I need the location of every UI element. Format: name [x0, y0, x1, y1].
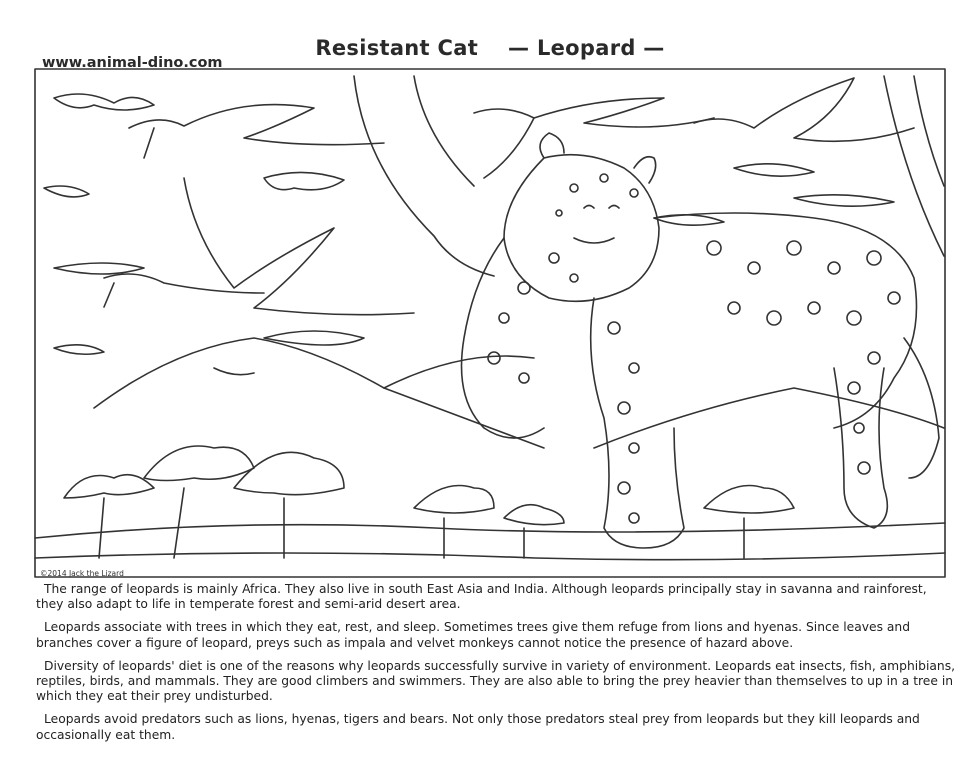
website-url: www.animal-dino.com	[42, 55, 223, 71]
title-sub: — Leopard —	[508, 36, 665, 60]
ground	[35, 523, 945, 560]
description-text	[36, 582, 956, 751]
title-main: Resistant Cat	[315, 36, 479, 60]
paragraph-range: The range of leopards is mainly Africa. They also live in south East Asia and India. Although leopards principally stay in savanna and rainforest, they also adapt to life in temperate forest and semi-arid desert area.	[36, 582, 927, 612]
copyright-notice: ©2014 Jack the Lizard	[40, 569, 124, 578]
paragraph-diet: Diversity of leopards' diet is one of the reasons why leopards successfully survive in variety of environment. Leopards eat insects, fish, amphibians, reptiles, birds, and mammals. They are good climbers and swimmers. They are also able to bring the prey heavier than themselves to up in a tree in which they eat their prey undisturbed.	[36, 658, 956, 704]
flamingos	[104, 78, 914, 315]
illustration-frame	[35, 69, 945, 577]
savanna-trees	[64, 446, 794, 558]
leopard	[462, 133, 940, 548]
tree-trunks	[354, 76, 944, 276]
paragraph-trees: Leopards associate with trees in which they eat, rest, and sleep. Sometimes trees give them refuge from lions and hyenas. Since leaves and branches cover a figure of leopard, preys such as impala and velvet monkeys cannot notice the presence of hazard above.	[36, 620, 911, 650]
paragraph-predators: Leopards avoid predators such as lions, hyenas, tigers and bears. Not only those predators steal prey from leopards but they kill leopards and occasionally eat them.	[36, 712, 920, 742]
mountains	[94, 338, 944, 448]
coloring-illustration	[34, 68, 946, 580]
